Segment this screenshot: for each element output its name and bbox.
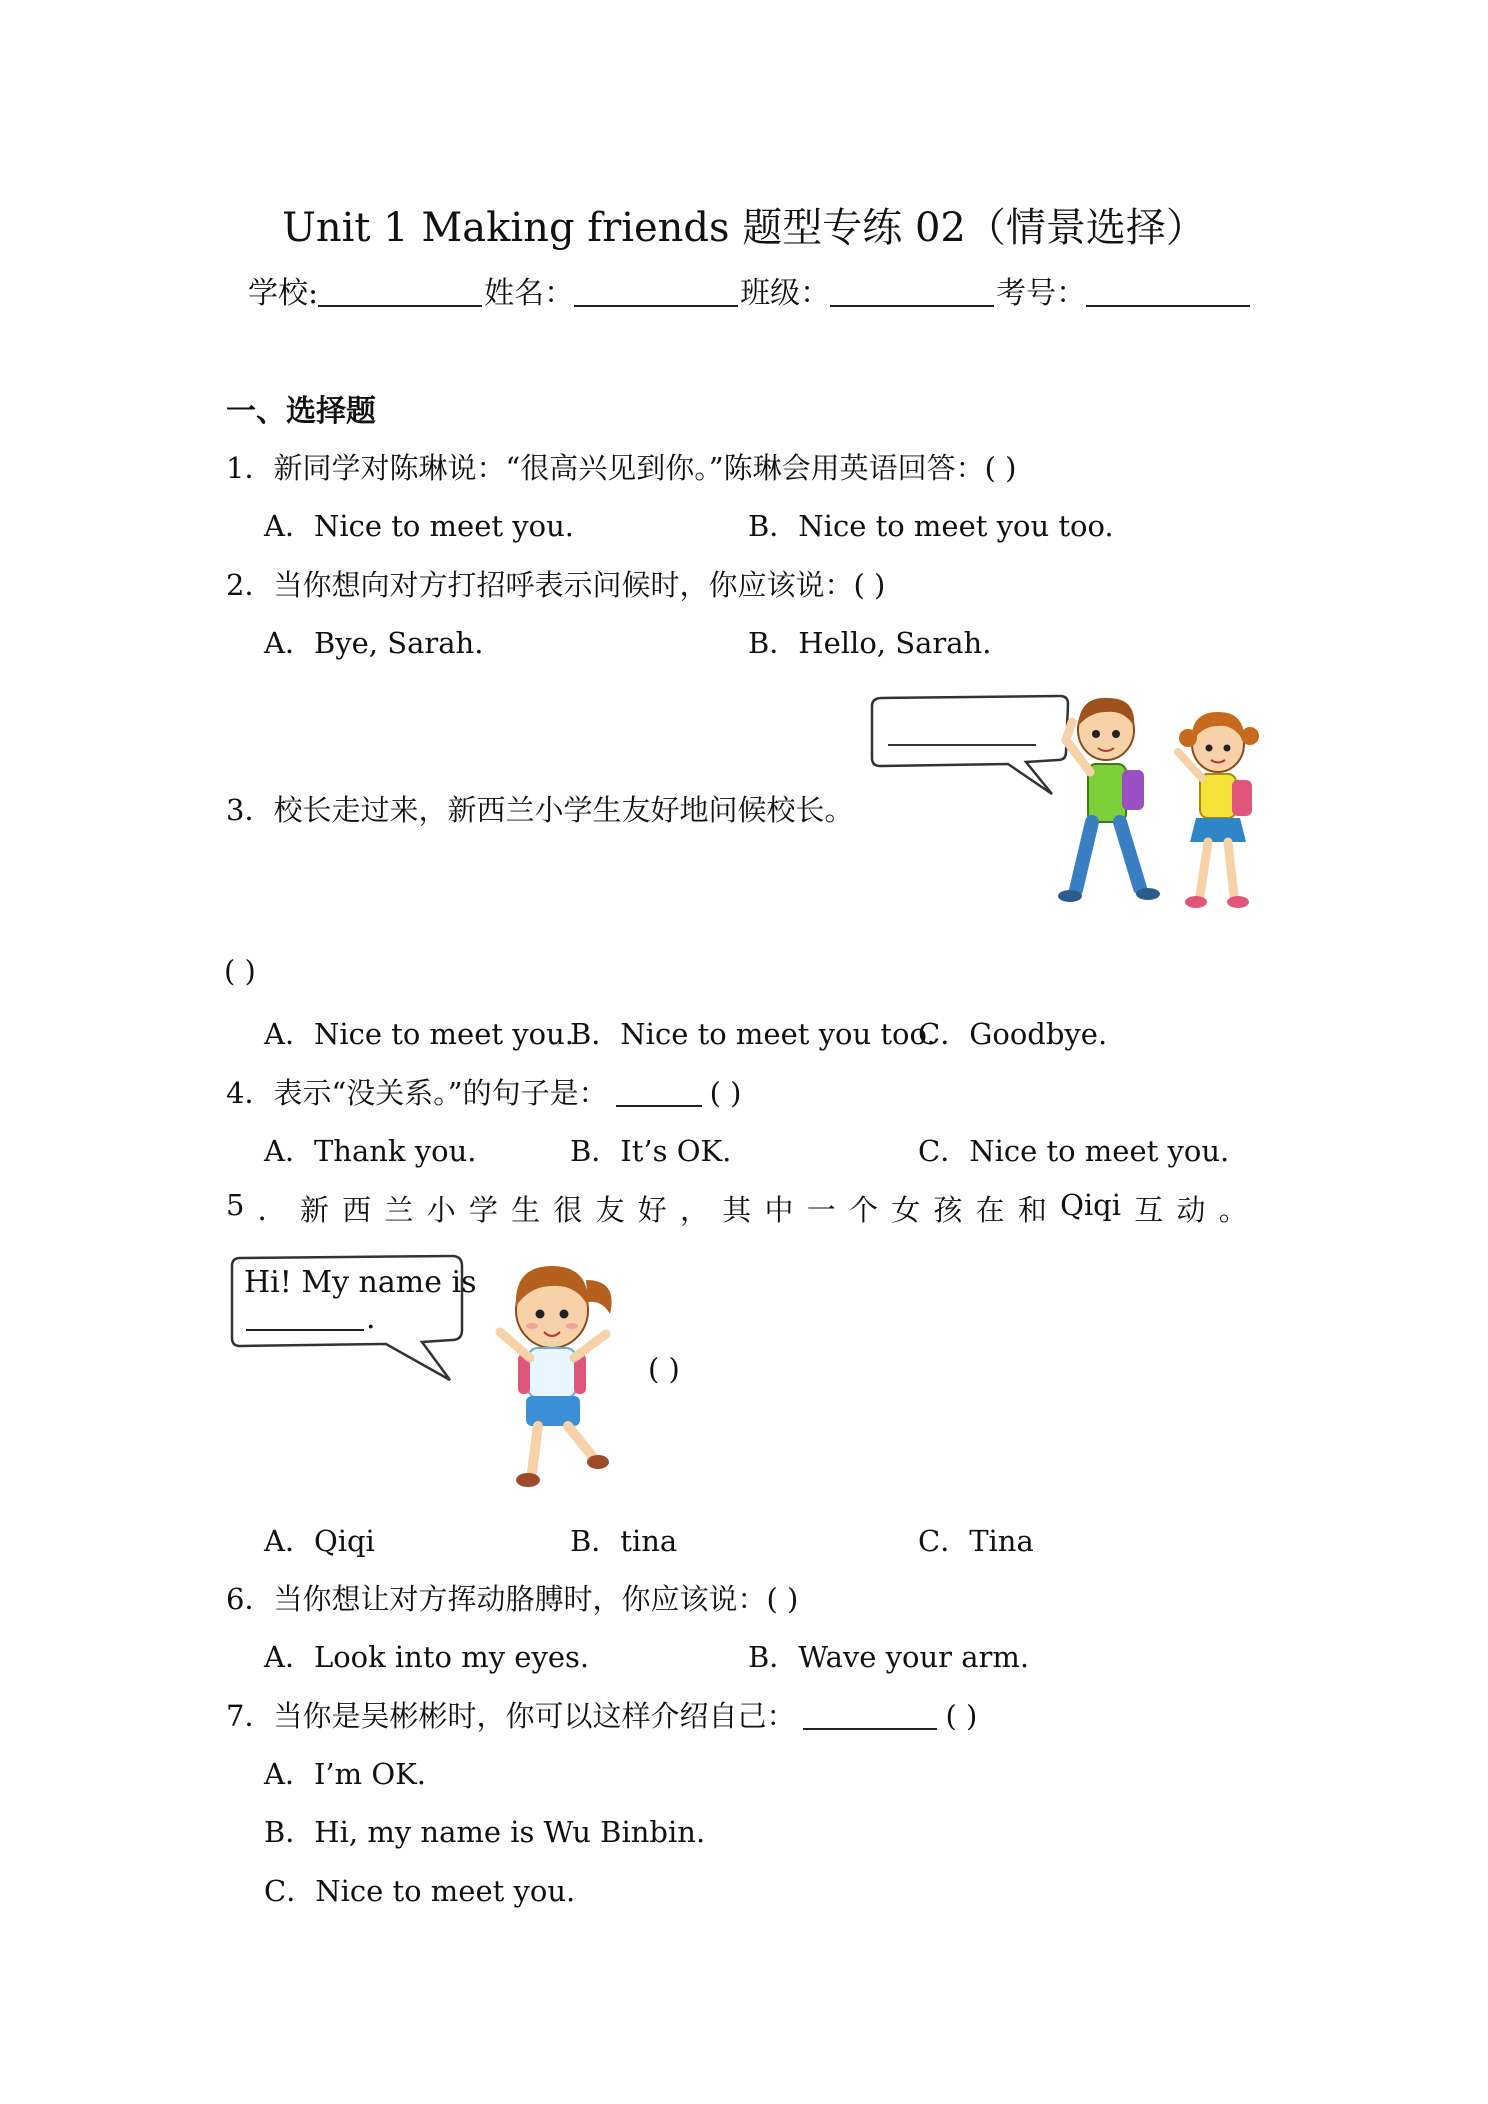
question-4-paren[interactable]: ( ) xyxy=(709,1076,742,1110)
question-4-option-b[interactable]: B．It’s OK. xyxy=(570,1134,732,1168)
question-3-option-a[interactable]: A．Nice to meet you. xyxy=(264,1017,574,1051)
question-5-option-a[interactable]: A．Qiqi xyxy=(264,1524,375,1558)
student-info-line xyxy=(248,268,1252,312)
question-3-option-c[interactable]: C．Goodbye. xyxy=(918,1017,1108,1051)
question-1-option-b[interactable]: B．Nice to meet you too. xyxy=(748,509,1114,543)
question-5-stem-char: 一 xyxy=(806,1193,836,1227)
question-4-blank[interactable] xyxy=(616,1079,702,1107)
question-5-option-b[interactable]: B．tina xyxy=(570,1524,678,1558)
question-4-option-c[interactable]: C．Nice to meet you. xyxy=(918,1134,1230,1168)
name-label: 姓名： xyxy=(484,276,575,311)
question-3-option-b[interactable]: B．Nice to meet you too. xyxy=(570,1017,936,1051)
question-5-stem-char: 女 xyxy=(891,1193,921,1227)
question-5-stem-char: 其 xyxy=(722,1193,752,1227)
question-5-stem-char: 西 xyxy=(342,1193,372,1227)
question-7-stem-text: 7．当你是吴彬彬时，你可以这样介绍自己： xyxy=(226,1699,796,1733)
question-2-option-b[interactable]: B．Hello, Sarah. xyxy=(748,626,992,660)
question-5-option-c[interactable]: C．Tina xyxy=(918,1524,1034,1558)
question-5-stem-char: 小 xyxy=(426,1193,456,1227)
question-5-stem-char: ． xyxy=(257,1193,287,1227)
question-5-stem-char: 。 xyxy=(1218,1193,1248,1227)
question-1-stem: 1．新同学对陈琳说：“很高兴见到你。”陈琳会用英语回答：( ) xyxy=(226,451,1017,485)
question-2-stem: 2．当你想向对方打招呼表示问候时，你应该说：( ) xyxy=(226,568,886,602)
question-7-option-a[interactable]: A．I’m OK. xyxy=(264,1757,426,1791)
question-7-paren[interactable]: ( ) xyxy=(945,1699,978,1733)
girl-waving-icon xyxy=(500,1266,612,1487)
question-6-option-a[interactable]: A．Look into my eyes. xyxy=(264,1640,590,1674)
question-2-option-a[interactable]: A．Bye, Sarah. xyxy=(264,626,484,660)
question-7-option-b[interactable]: B．Hi, my name is Wu Binbin. xyxy=(264,1815,706,1849)
bubble-line-1: Hi! My name is xyxy=(244,1265,477,1300)
section-title: 一、选择题 xyxy=(226,394,376,429)
question-5-stem-char: 新 xyxy=(299,1193,329,1227)
question-4-option-a[interactable]: A．Thank you. xyxy=(264,1134,477,1168)
question-7-stem xyxy=(226,1694,977,1735)
question-5-stem-char: 兰 xyxy=(384,1193,414,1227)
question-5-stem-char: 和 xyxy=(1017,1193,1047,1227)
question-4-stem xyxy=(226,1071,741,1112)
question-5-stem-char: 友 xyxy=(595,1193,625,1227)
question-5-stem-char: 个 xyxy=(848,1193,878,1227)
question-5-stem-char: 很 xyxy=(553,1193,583,1227)
id-blank[interactable] xyxy=(1086,277,1250,307)
question-3-illustration xyxy=(866,690,1276,930)
speech-bubble-icon xyxy=(232,1256,477,1380)
question-5-answer-paren[interactable]: ( ) xyxy=(648,1352,680,1386)
bubble-line-2: . xyxy=(366,1301,376,1336)
girl-student-icon xyxy=(1178,712,1259,908)
question-5-stem-char: ， xyxy=(680,1193,710,1227)
school-label: 学校: xyxy=(248,276,319,311)
speech-bubble-icon xyxy=(872,696,1068,794)
question-5-stem xyxy=(226,1188,1248,1229)
question-5-stem-char: 5 xyxy=(226,1188,245,1222)
question-5-illustration xyxy=(226,1250,636,1500)
question-5-stem-char: 好 xyxy=(637,1193,667,1227)
boy-student-icon xyxy=(1058,698,1160,902)
question-5-stem-char: 在 xyxy=(975,1193,1005,1227)
question-7-blank[interactable] xyxy=(803,1702,937,1730)
question-5-stem-char: Qiqi xyxy=(1060,1188,1122,1222)
question-3-answer-paren[interactable]: ( ) xyxy=(224,954,256,988)
class-blank[interactable] xyxy=(830,277,994,307)
question-5-stem-char: 生 xyxy=(511,1193,541,1227)
id-label: 考号： xyxy=(996,276,1087,311)
question-1-option-a[interactable]: A．Nice to meet you. xyxy=(264,509,574,543)
question-4-stem-text: 4．表示“没关系。”的句子是： xyxy=(226,1076,608,1110)
name-blank[interactable] xyxy=(574,277,738,307)
question-7-option-c[interactable]: C．Nice to meet you. xyxy=(264,1874,576,1908)
question-5-stem-char: 学 xyxy=(468,1193,498,1227)
question-3-stem: 3．校长走过来，新西兰小学生友好地问候校长。 xyxy=(226,793,854,827)
question-5-stem-char: 孩 xyxy=(933,1193,963,1227)
page-title: Unit 1 Making friends 题型专练 02（情景选择） xyxy=(282,205,1206,251)
question-5-stem-char: 动 xyxy=(1176,1193,1206,1227)
class-label: 班级： xyxy=(740,276,831,311)
school-blank[interactable] xyxy=(318,277,482,307)
question-5-stem-char: 中 xyxy=(764,1193,794,1227)
question-5-stem-char: 互 xyxy=(1134,1193,1164,1227)
question-6-stem: 6．当你想让对方挥动胳膊时，你应该说：( ) xyxy=(226,1582,799,1616)
question-6-option-b[interactable]: B．Wave your arm. xyxy=(748,1640,1030,1674)
